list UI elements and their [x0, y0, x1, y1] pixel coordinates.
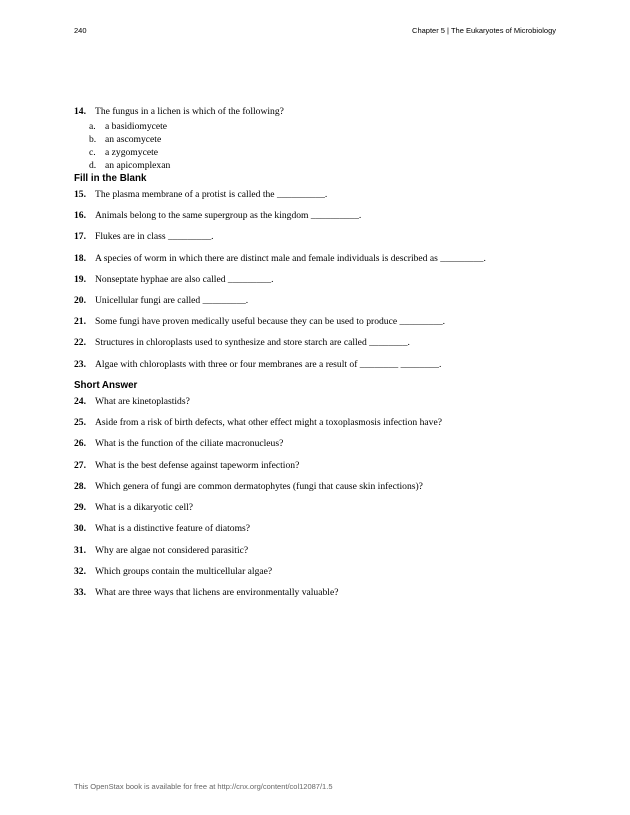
question-text: What is the best defense against tapeworm infection? — [95, 459, 300, 471]
page-number: 240 — [74, 26, 87, 35]
question-text: Which genera of fungi are common dermatophytes (fungi that cause skin infections)? — [95, 480, 423, 492]
question-item — [74, 359, 564, 371]
question-text: Nonseptate hyphae are also called _________. — [95, 273, 274, 285]
option-text: an apicomplexan — [105, 160, 171, 171]
question-text: Unicellular fungi are called _________. — [95, 294, 249, 306]
running-header: Chapter 5 | The Eukaryotes of Microbiology — [412, 26, 556, 35]
question-number: 19. — [74, 273, 86, 285]
question-number: 30. — [74, 523, 86, 535]
question-item — [74, 566, 564, 578]
fill-in-list — [74, 189, 564, 371]
question-number: 16. — [74, 210, 86, 222]
question-text: Why are algae not considered parasitic? — [95, 544, 249, 556]
question-text: What are kinetoplastids? — [95, 395, 190, 407]
question-number: 23. — [74, 358, 86, 370]
fill-in-heading: Fill in the Blank — [74, 173, 147, 184]
option-text: a basidiomycete — [105, 121, 168, 132]
question-number: 27. — [74, 459, 86, 471]
question-number: 26. — [74, 438, 86, 450]
question-item — [74, 587, 564, 599]
question-item — [74, 295, 564, 307]
page-content — [74, 106, 564, 609]
question-text: Flukes are in class _________. — [95, 231, 214, 243]
question-text: What is the function of the ciliate macronucleus? — [95, 438, 284, 450]
question-item — [74, 523, 564, 535]
question-number: 21. — [74, 316, 86, 328]
question-number: 24. — [74, 395, 86, 407]
short-answer-list — [74, 396, 564, 600]
question-item — [74, 396, 564, 408]
question-text: The plasma membrane of a protist is called the __________. — [95, 189, 328, 200]
question-text: Some fungi have proven medically useful because they can be used to produce _________. — [95, 316, 446, 328]
page-footer: This OpenStax book is available for free at http://cnx.org/content/col12087/1.5 — [74, 782, 333, 791]
question-text: A species of worm in which there are distinct male and female individuals is described as _________. — [95, 252, 486, 264]
answer-option — [89, 146, 564, 159]
question-number: 33. — [74, 587, 86, 599]
question-text: What is a dikaryotic cell? — [95, 502, 194, 514]
question-text: The fungus in a lichen is which of the following? — [95, 106, 284, 117]
question-number: 32. — [74, 566, 86, 578]
option-letter: c. — [89, 147, 96, 158]
question-text: Structures in chloroplasts used to synthesize and store starch are called ________. — [95, 337, 410, 349]
option-letter: b. — [89, 134, 97, 145]
option-text: an ascomycete — [105, 134, 162, 145]
option-text: a zygomycete — [105, 147, 159, 158]
answer-option — [89, 120, 564, 133]
question-number: 28. — [74, 480, 86, 492]
question-item — [74, 106, 564, 118]
question-item — [74, 316, 564, 328]
question-text: Aside from a risk of birth defects, what other effect might a toxoplasmosis infection have? — [95, 416, 442, 428]
question-item — [74, 460, 564, 472]
question-item — [74, 545, 564, 557]
question-number: 25. — [74, 416, 86, 428]
question-number: 14. — [74, 106, 86, 117]
question-text: What are three ways that lichens are environmentally valuable? — [95, 587, 339, 599]
question-item — [74, 210, 564, 222]
question-item — [74, 438, 564, 450]
question-item — [74, 481, 564, 493]
question-number: 31. — [74, 544, 86, 556]
question-item — [74, 417, 564, 429]
question-text: Algae with chloroplasts with three or four membranes are a result of ________ ________. — [95, 358, 442, 370]
question-number: 20. — [74, 294, 86, 306]
answer-option — [89, 133, 564, 146]
question-item — [74, 253, 564, 265]
question-item — [74, 231, 564, 243]
option-letter: d. — [89, 160, 97, 171]
question-text: Animals belong to the same supergroup as the kingdom __________. — [95, 210, 362, 222]
question-text: Which groups contain the multicellular algae? — [95, 566, 273, 578]
question-14 — [74, 106, 564, 172]
question-number: 15. — [74, 189, 86, 200]
question-item — [74, 502, 564, 514]
question-text: What is a distinctive feature of diatoms? — [95, 523, 251, 535]
short-answer-heading: Short Answer — [74, 379, 138, 391]
question-number: 17. — [74, 231, 86, 243]
answer-option — [89, 159, 564, 172]
question-item — [74, 274, 564, 286]
answer-options — [89, 120, 564, 172]
question-item — [74, 337, 564, 349]
question-number: 29. — [74, 502, 86, 514]
question-number: 18. — [74, 252, 86, 264]
question-item — [74, 189, 564, 201]
option-letter: a. — [89, 121, 96, 132]
question-number: 22. — [74, 337, 86, 349]
